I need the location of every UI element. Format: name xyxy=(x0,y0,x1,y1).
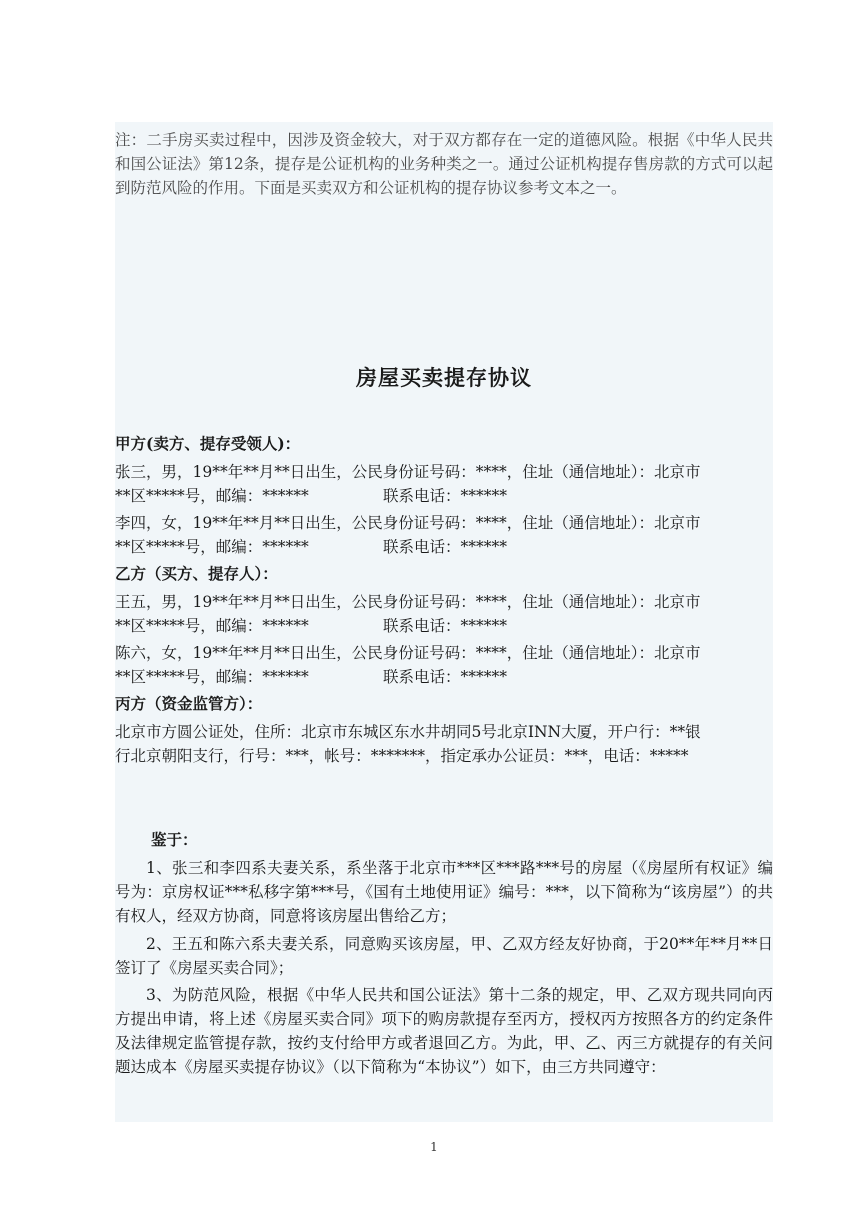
whereas-item-2: 2、王五和陈六系夫妻关系，同意购买该房屋，甲、乙双方经友好协商，于20**年**月**日签订了《房屋买卖合同》； xyxy=(115,935,773,977)
party-c-heading: 丙方（资金监管方）： xyxy=(115,694,263,713)
phone-info: 联系电话：****** xyxy=(383,538,508,556)
postal-info: **区*****号，邮编：****** xyxy=(115,617,309,635)
document-body xyxy=(115,122,773,1122)
postal-info: **区*****号，邮编：****** xyxy=(115,487,309,505)
phone-info: 联系电话：****** xyxy=(383,487,508,505)
party-b-person-2-line-1: 陈六，女，19**年**月**日出生，公民身份证号码：****，住址（通信地址）：北京市 xyxy=(115,644,701,662)
party-b-person-1-line-2 xyxy=(115,614,773,638)
postal-info: **区*****号，邮编：****** xyxy=(115,668,309,686)
party-a-heading: 甲方(卖方、提存受领人)： xyxy=(115,434,301,453)
party-c-line-2: 行北京朝阳支行，行号：***，帐号：*******，指定承办公证员：***，电话：***** xyxy=(115,747,689,765)
page-number: 1 xyxy=(430,1140,438,1154)
party-b-person-2-line-2 xyxy=(115,665,773,689)
whereas-item-3: 3、为防范风险，根据《中华人民共和国公证法》第十二条的规定，甲、乙双方现共同向丙方提出申请，将上述《房屋买卖合同》项下的购房款提存至丙方，授权丙方按照各方的约定条件及法律规定监管提存款，按约支付给甲方或者退回乙方。为此，甲、乙、丙三方就提存的有关问题达成本《房屋买卖提存协议》（以下简称为“本协议”）如下，由三方共同遵守： xyxy=(115,986,773,1076)
party-b-heading: 乙方（买方、提存人）： xyxy=(115,564,278,583)
party-c-line-1: 北京市方圆公证处，住所：北京市东城区东水井胡同5号北京INN大厦，开户行：**银 xyxy=(115,723,701,741)
whereas-item-1: 1、张三和李四系夫妻关系，系坐落于北京市***区***路***号的房屋（《房屋所有权证》编号为：京房权证***私移字第***号，《国有土地使用证》编号：***，以下简称为“该房屋”）的共有权人，经双方协商，同意将该房屋出售给乙方； xyxy=(115,859,773,925)
party-a-person-2-line-2 xyxy=(115,535,773,559)
party-a-person-1-line-1: 张三，男，19**年**月**日出生，公民身份证号码：****，住址（通信地址）：北京市 xyxy=(115,463,701,481)
party-a-person-2-line-1: 李四，女，19**年**月**日出生，公民身份证号码：****，住址（通信地址）：北京市 xyxy=(115,514,701,532)
whereas-heading: 鉴于： xyxy=(151,830,198,849)
postal-info: **区*****号，邮编：****** xyxy=(115,538,309,556)
party-a-person-1-line-2 xyxy=(115,484,773,508)
preface-note: 注：二手房买卖过程中，因涉及资金较大，对于双方都存在一定的道德风险。根据《中华人民共和国公证法》第12条，提存是公证机构的业务种类之一。通过公证机构提存售房款的方式可以起到防范风险的作用。下面是买卖双方和公证机构的提存协议参考文本之一。 xyxy=(115,131,773,197)
document-title: 房屋买卖提存协议 xyxy=(356,365,532,390)
phone-info: 联系电话：****** xyxy=(383,668,508,686)
phone-info: 联系电话：****** xyxy=(383,617,508,635)
party-b-person-1-line-1: 王五，男，19**年**月**日出生，公民身份证号码：****，住址（通信地址）：北京市 xyxy=(115,593,701,611)
